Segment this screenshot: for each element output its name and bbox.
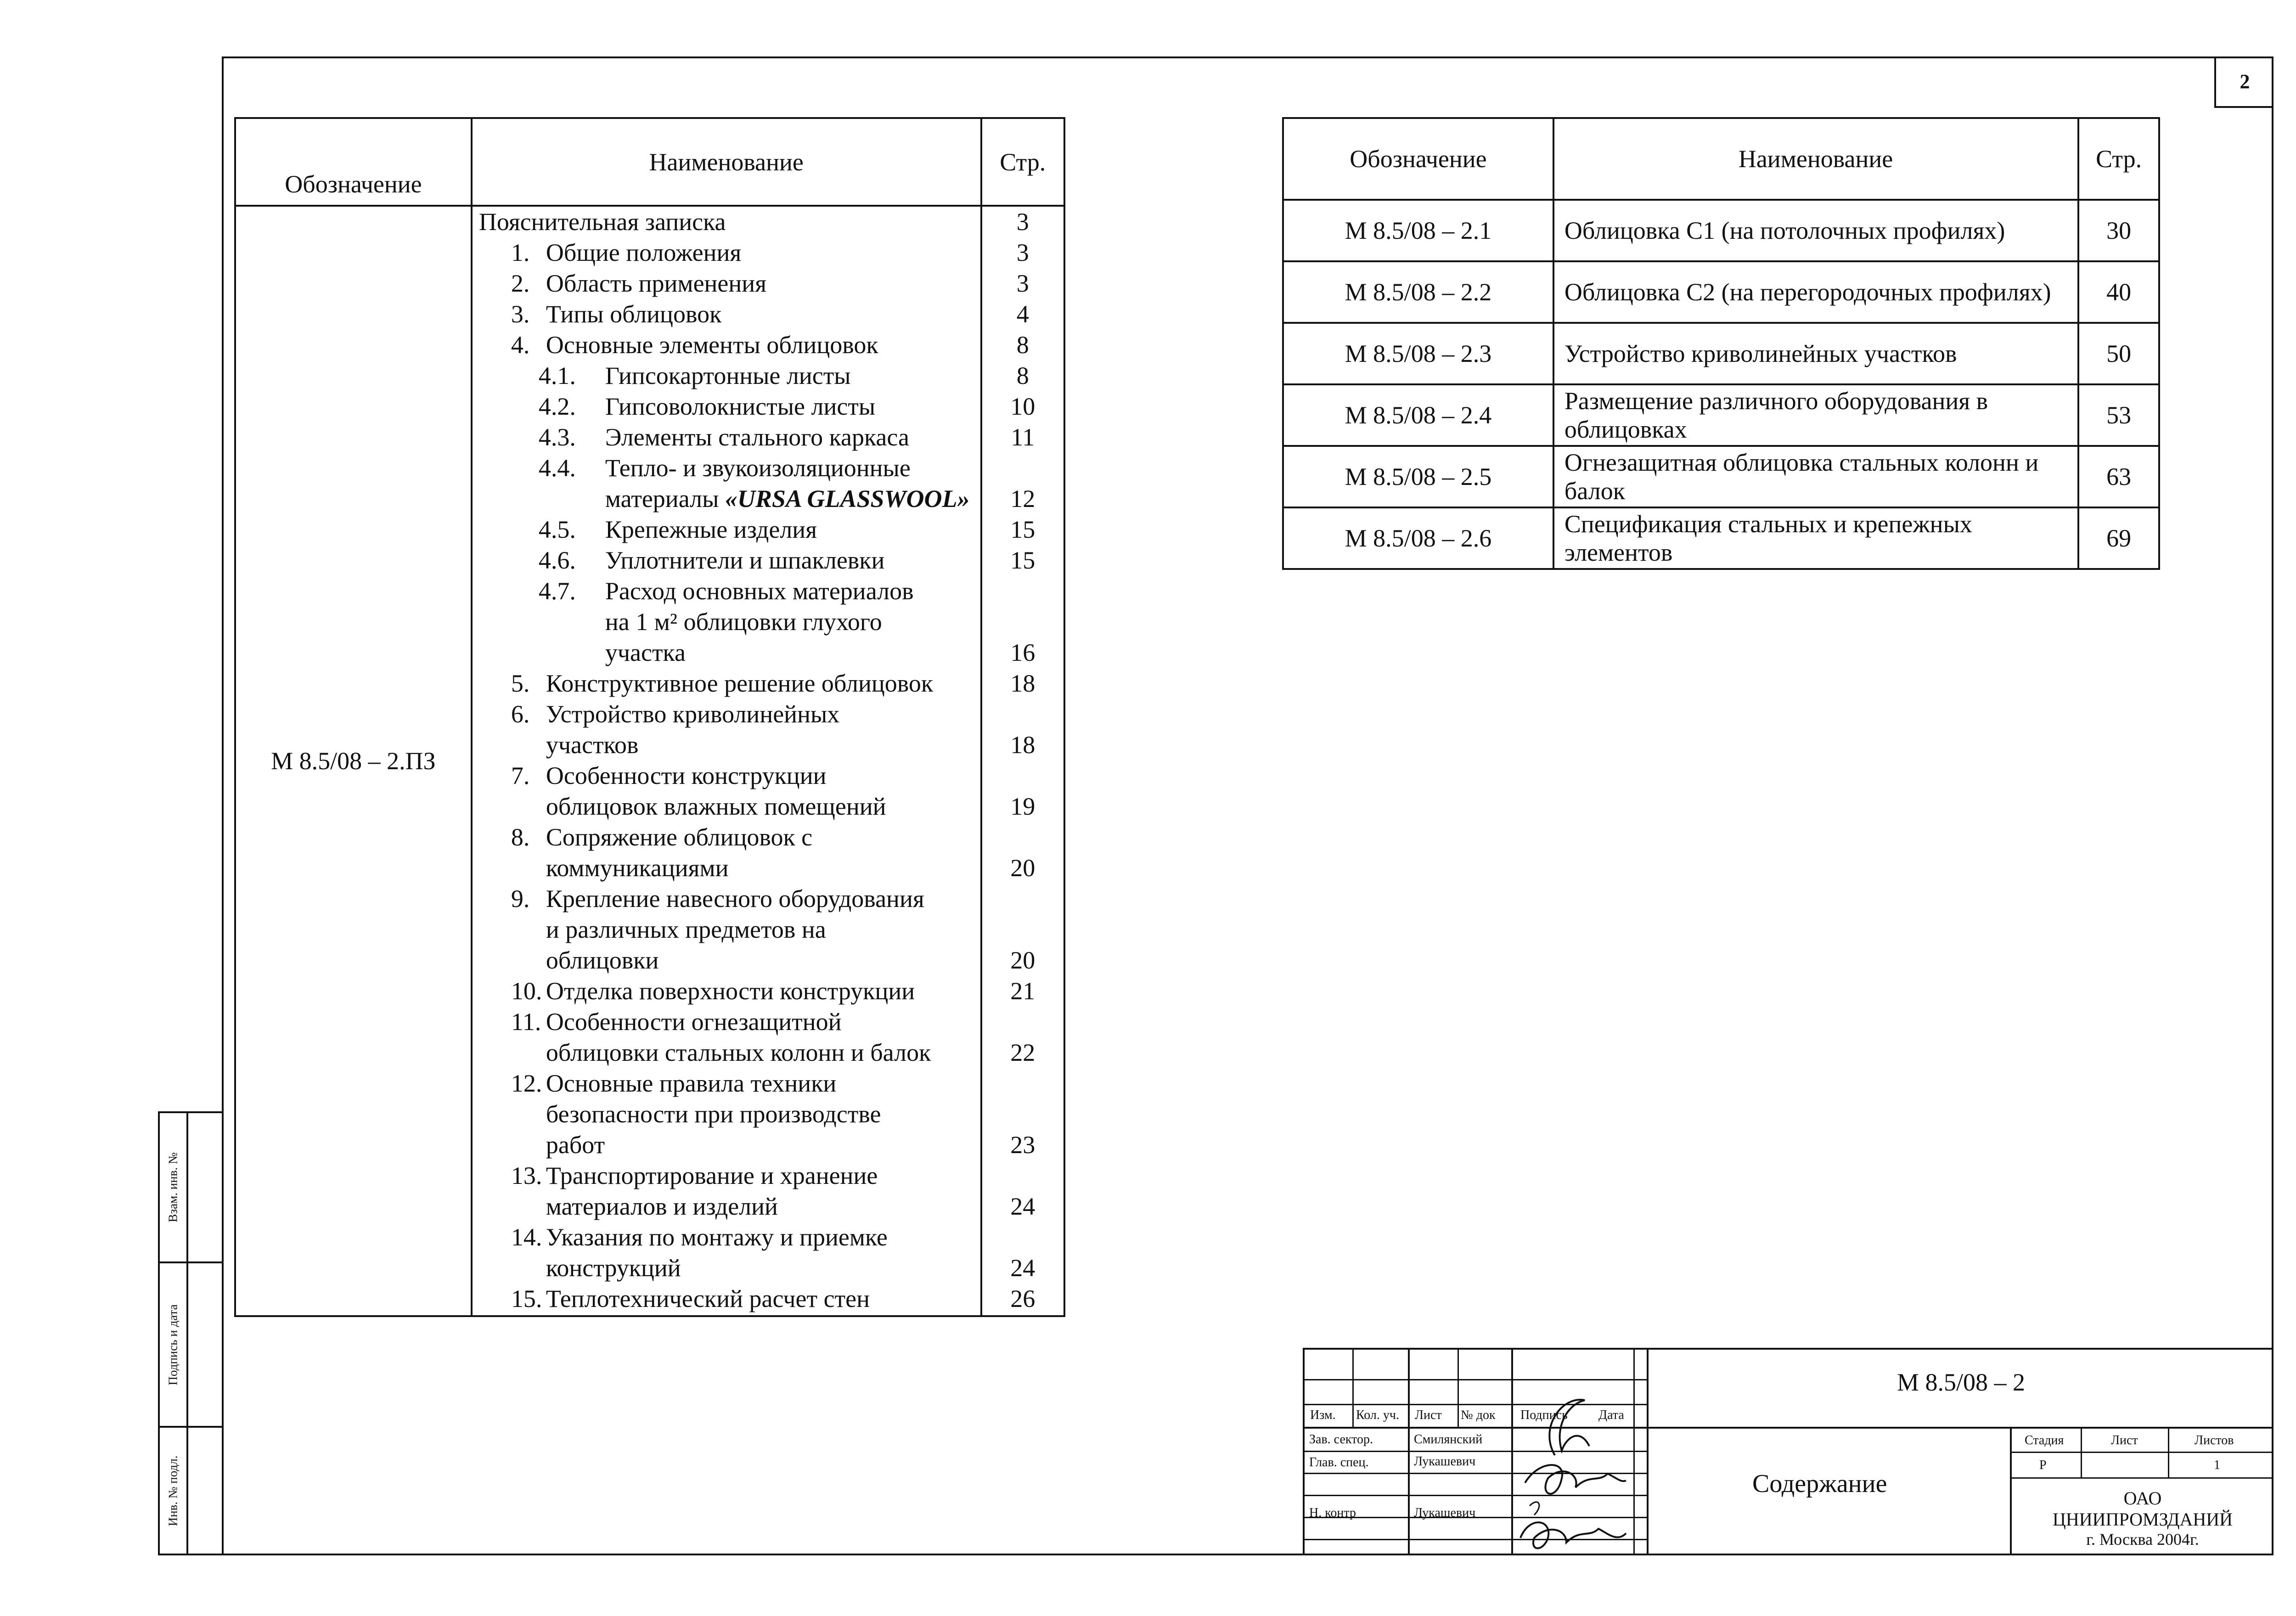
toc-item-text: Особенности огнезащитной [546,1008,842,1036]
sheet-number: 2 [2214,56,2273,108]
toc-header-designation: Обозначение [235,118,472,206]
toc-item-page: 22 [1010,1039,1035,1066]
toc-header-row [235,118,1064,206]
side-stamp-podpis-label: Подпись и дата [166,1304,180,1385]
toc-item-page: 26 [1010,1285,1035,1312]
toc-item-text: Конструктивное решение облицовок [546,670,934,697]
toc-item-page [982,1007,1064,1037]
toc-item-page: 18 [1010,670,1035,697]
toc-item-page: 23 [1010,1131,1035,1159]
toc-item [479,668,980,699]
toc-item [479,1222,980,1253]
toc-item-number [511,730,546,760]
side-stamp-inv-label: Инв. № подл. [166,1455,180,1526]
drawings-row [1283,261,2159,323]
drawings-row-name: Спецификация стальных и крепежных элементов [1553,507,2078,569]
tb-col-kol: Кол. уч. [1356,1408,1399,1422]
toc-item-text: Теплотехнический расчет стен [546,1285,870,1312]
drawings-header-name: Наименование [1553,118,2078,200]
drawings-row-page: 40 [2078,261,2159,323]
side-stamp-vzam-label: Взам. инв. № [166,1152,180,1222]
tb-name-1: Смилянский [1414,1432,1483,1447]
toc-item-number [511,1191,546,1222]
toc-item-text: облицовки [546,946,659,974]
toc-item [479,484,980,514]
toc-item-page: 20 [1010,854,1035,882]
toc-item-number: 15. [511,1285,542,1312]
toc-item-number: 11. [511,1008,541,1036]
toc-item-page [982,760,1064,791]
drawings-row-name: Облицовка С1 (на потолочных профилях) [1553,200,2078,261]
tb-col-list: Лист [1415,1408,1442,1422]
toc-item-page [982,1099,1064,1130]
drawings-row-page: 50 [2078,323,2159,384]
drawings-header-page: Стр. [2078,118,2159,200]
drawings-row-page: 63 [2078,446,2159,507]
toc-item-text: участка [605,639,686,666]
toc-item-number [539,607,605,637]
toc-item-page: 10 [1010,393,1035,420]
toc-item [479,1068,980,1099]
toc-designation: М 8.5/08 – 2.ПЗ [235,206,472,1316]
drawings-row-name: Огнезащитная облицовка стальных колонн и балок [1553,446,2078,507]
side-stamp-podpis [158,1261,224,1428]
toc-item-text: Общие положения [546,239,742,266]
toc-item [479,1099,980,1130]
toc-item-page: 21 [1010,977,1035,1005]
tb-org-line-2: ЦНИИПРОМЗДАНИЙ [2052,1509,2233,1530]
toc-item-text: и различных предметов на [546,916,826,943]
toc-item-number: 4.1. [538,362,576,389]
toc-item [479,422,980,453]
toc-item [479,360,980,391]
toc-item-text: Область применения [546,270,767,297]
toc-item-page: 8 [1016,331,1029,359]
toc-item-page: 18 [1010,731,1035,759]
tb-name-2: Лукашевич [1414,1454,1476,1469]
toc-item [479,730,980,760]
toc-item-number: 6. [511,700,530,728]
toc-item [479,607,980,637]
toc-item [479,822,980,853]
drawings-row-page: 30 [2078,200,2159,261]
toc-item-page: 15 [1010,546,1035,574]
toc-item-number: 12. [511,1070,542,1097]
toc-item-page [982,607,1064,637]
drawings-row [1283,323,2159,384]
toc-item-text: материалов и изделий [546,1193,778,1220]
toc-item-text: Сопряжение облицовок с [546,823,813,851]
toc-item [479,207,980,237]
drawings-row [1283,200,2159,261]
toc-pages-cell [981,206,1064,1316]
toc-item [479,330,980,360]
toc-item-page: 19 [1010,793,1035,820]
toc-item-page: 24 [1010,1254,1035,1282]
toc-table [234,117,1065,1317]
tb-col-ndok: № док [1461,1408,1496,1422]
drawings-row-name: Размещение различного оборудования в облицовках [1553,384,2078,446]
toc-item-text: Элементы стального каркаса [605,423,909,451]
toc-item-number: 4.7. [538,577,576,605]
drawings-row-page: 69 [2078,507,2159,569]
toc-item-number [511,914,546,945]
toc-item-number [511,1037,546,1068]
toc-item [479,576,980,607]
toc-item-number: 4.4. [538,454,576,482]
toc-item-page: 11 [1011,423,1035,451]
tb-stage-header: Стадия [2025,1433,2064,1447]
toc-item-number [511,1130,546,1160]
toc-item-number: 9. [511,885,530,912]
toc-item-text: Гипсокартонные листы [605,362,851,389]
drawings-header-designation: Обозначение [1283,118,1553,200]
drawings-row [1283,507,2159,569]
toc-item-number: 2. [511,270,530,297]
tb-sheets-header: Листов [2195,1433,2234,1447]
toc-item [479,699,980,730]
toc-item-number [511,791,546,822]
drawings-row-name: Устройство криволинейных участков [1553,323,2078,384]
toc-item [479,884,980,914]
toc-item-number: 14. [511,1223,542,1251]
toc-item-text: участков [546,731,639,759]
toc-item [479,1253,980,1284]
toc-item [479,514,980,545]
toc-item-page: 8 [1016,362,1029,389]
tb-stage-value: Р [2039,1458,2047,1472]
toc-item-number: 1. [511,239,530,266]
drawings-row-designation: М 8.5/08 – 2.1 [1283,200,1553,261]
drawings-row-page: 53 [2078,384,2159,446]
toc-item-number: 8. [511,823,530,851]
drawings-row-designation: М 8.5/08 – 2.5 [1283,446,1553,507]
toc-item-text: работ [546,1131,605,1159]
drawings-row-designation: М 8.5/08 – 2.3 [1283,323,1553,384]
toc-item-number: 4.3. [538,423,576,451]
toc-item-page: 3 [1016,239,1029,266]
toc-item [479,268,980,299]
title-block [1303,1348,2273,1555]
side-stamp-inv [158,1426,224,1555]
toc-item [479,299,980,330]
toc-item-text: облицовки стальных колонн и балок [546,1039,931,1066]
toc-item [479,453,980,484]
toc-body-row [235,206,1064,1316]
toc-item-page: 3 [1016,270,1029,297]
toc-item-text: Тепло- и звукоизоляционные [605,454,911,482]
toc-item-text: Расход основных материалов [605,577,914,605]
toc-item-number: 13. [511,1162,542,1189]
toc-item [479,1160,980,1191]
toc-item-text: безопасности при производстве [546,1100,881,1128]
toc-item [479,1007,980,1037]
toc-item [479,760,980,791]
toc-item-number: 3. [511,300,530,328]
toc-item [479,1284,980,1314]
tb-sheet-title: Содержание [1752,1470,1887,1498]
toc-item-page [982,453,1064,484]
toc-item-page: 15 [1010,516,1035,543]
side-stamp-vzam [158,1111,224,1263]
toc-item-text: Указания по монтажу и приемке [546,1223,888,1251]
toc-item-number: 4.2. [538,393,576,420]
toc-item [479,791,980,822]
toc-item-number: 10. [511,977,542,1005]
toc-item-page [982,1068,1064,1099]
toc-item-text: Основные элементы облицовок [546,331,878,359]
toc-item-page [982,699,1064,730]
toc-item [479,976,980,1007]
toc-item [479,1130,980,1160]
toc-item-number: 7. [511,762,530,789]
toc-item-text: Особенности конструкции [546,762,827,789]
tb-name-3: Лукашевич [1414,1506,1476,1520]
toc-item-number: 4.6. [538,546,576,574]
toc-header-name: Наименование [472,118,981,206]
toc-item-text: Устройство криволинейных [546,700,840,728]
toc-item-text: Крепежные изделия [605,516,817,543]
drawings-row-designation: М 8.5/08 – 2.2 [1283,261,1553,323]
tb-org-line-1: ОАО [2123,1488,2162,1509]
tb-col-izm: Изм. [1310,1408,1336,1422]
toc-item-number [539,484,605,514]
drawings-row-name: Облицовка С2 (на перегородочных профилях) [1553,261,2078,323]
tb-code: М 8.5/08 – 2 [1897,1368,2026,1396]
drawings-row [1283,446,2159,507]
toc-item-page: 24 [1010,1193,1035,1220]
toc-item-text: материалы «URSA GLASSWOOL» [605,485,970,512]
toc-item-text: Пояснительная записка [478,208,726,236]
toc-item-page: 20 [1010,946,1035,974]
toc-item-text: коммуникациями [546,854,729,882]
signature-image [1511,1368,1649,1556]
tb-sheets-value: 1 [2214,1458,2220,1472]
drawings-header-row [1283,118,2159,200]
toc-item-page [982,1222,1064,1253]
toc-item-text: Основные правила техники [546,1070,837,1097]
drawings-row [1283,384,2159,446]
toc-item-text: конструкций [546,1254,681,1282]
toc-item-page: 4 [1016,300,1029,328]
toc-item-text: Транспортирование и хранение [546,1162,878,1189]
toc-item [479,1037,980,1068]
drawings-row-designation: М 8.5/08 – 2.4 [1283,384,1553,446]
toc-header-page: Стр. [981,118,1064,206]
toc-item [479,853,980,884]
tb-col-data: Дата [1598,1408,1624,1422]
toc-item-number [511,945,546,976]
toc-item-number [511,853,546,884]
toc-item-page: 3 [1016,208,1029,236]
toc-item-text: на 1 м² облицовки глухого [605,608,882,636]
toc-item-page [982,914,1064,945]
toc-item-text: Крепление навесного оборудования [546,885,924,912]
toc-item-text: Типы облицовок [546,300,722,328]
toc-item-page [982,822,1064,853]
toc-item-number: 4. [511,331,530,359]
toc-item-number: 5. [511,670,530,697]
toc-item [479,914,980,945]
toc-item-page [982,1160,1064,1191]
toc-item-text: Отделка поверхности конструкции [546,977,915,1005]
toc-text-cell [472,206,981,1316]
tb-role-1: Зав. сектор. [1309,1432,1373,1447]
toc-item-text: Уплотнители и шпаклевки [605,546,885,574]
toc-item-number [511,1253,546,1284]
tb-role-3: Н. контр [1309,1506,1356,1520]
toc-item-text: Гипсоволокнистые листы [605,393,876,420]
toc-item-number [511,1099,546,1130]
toc-item [479,545,980,576]
drawings-table [1282,117,2160,570]
toc-item [479,637,980,668]
toc-item-number [539,637,605,668]
toc-item [479,945,980,976]
drawings-body [1283,200,2159,569]
toc-item-page [982,576,1064,607]
toc-item-number: 4.5. [538,516,576,543]
toc-item-text: облицовок влажных помещений [546,793,886,820]
toc-item-page: 12 [1010,485,1035,512]
toc-item-page: 16 [1010,639,1035,666]
drawings-row-designation: М 8.5/08 – 2.6 [1283,507,1553,569]
tb-role-2: Глав. спец. [1309,1455,1369,1470]
tb-col-podpis: Подпись [1520,1408,1568,1422]
toc-item [479,391,980,422]
tb-sheet-header: Лист [2111,1433,2138,1447]
toc-item [479,1191,980,1222]
tb-org-line-3: г. Москва 2004г. [2086,1530,2199,1548]
toc-item-page [982,884,1064,914]
toc-item [479,237,980,268]
